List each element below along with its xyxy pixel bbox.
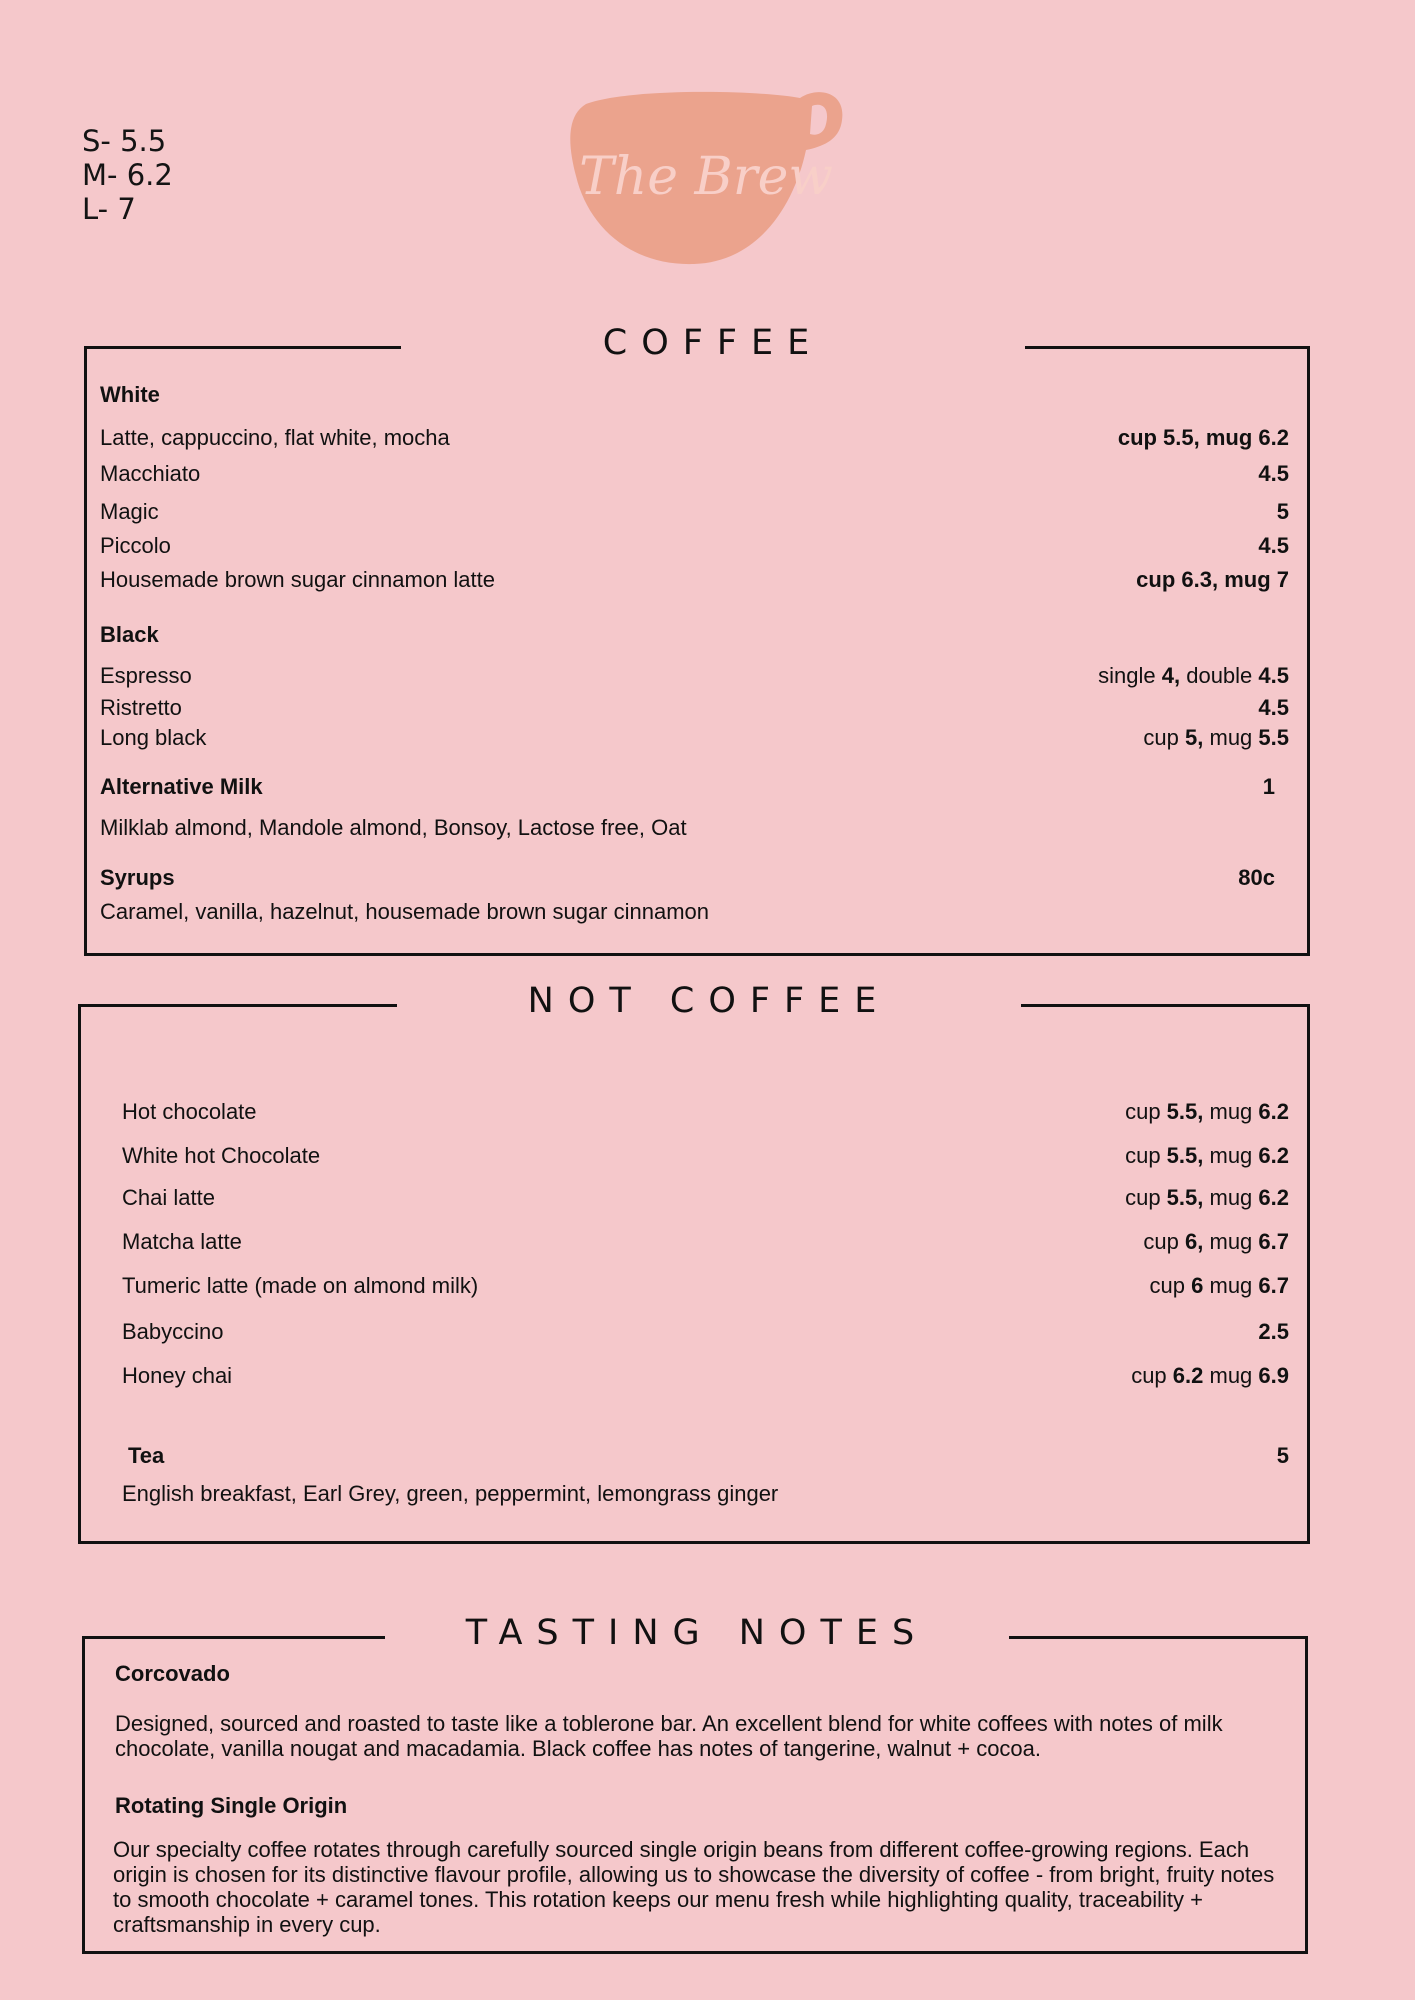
- single-origin-description: Our specialty coffee rotates through carefully sourced single origin beans from different coffee-growing regions. Each origin is chosen for its distinctive flavour profile, allowing us to showcase the diversity of coffee - from bright, fruity notes to smooth chocolate + caramel tones. This rotation keeps our menu fresh while highlighting quality, traceability + craftsmanship in every cup.: [113, 1837, 1275, 1937]
- menu-item-price: [1143, 725, 1289, 751]
- menu-item-name: Babyccino: [122, 1319, 224, 1344]
- not-coffee-section: [78, 981, 1310, 1544]
- coffee-cup-icon: [568, 86, 844, 270]
- price-part: 6.7: [1258, 1273, 1289, 1298]
- price-part: 6.7: [1258, 1229, 1289, 1254]
- price-part: double: [1180, 663, 1259, 688]
- menu-item-price: [1150, 1273, 1289, 1299]
- price-part: cup: [1149, 1273, 1192, 1298]
- menu-item-price: 4.5: [1258, 533, 1289, 558]
- price-part: cup: [1143, 1229, 1186, 1254]
- corcovado-description: Designed, sourced and roasted to taste like a toblerone bar. An excellent blend for white coffees with notes of milk chocolate, vanilla nougat and macadamia. Black coffee has notes of tangerine, walnut + cocoa.: [115, 1711, 1223, 1761]
- tea-price: 5: [1276, 1443, 1289, 1468]
- menu-item-row: [81, 1143, 1307, 1173]
- price-part: 6.2: [1258, 1099, 1289, 1124]
- menu-item-name: White hot Chocolate: [122, 1143, 321, 1168]
- menu-item-name: Espresso: [100, 663, 192, 688]
- price-part: cup: [1131, 1363, 1173, 1388]
- menu-item-name: Tumeric latte (made on almond milk): [122, 1273, 479, 1298]
- price-part: 5.5,: [1166, 1185, 1204, 1210]
- menu-item-row: [87, 425, 1307, 455]
- price-part: cup: [1125, 1099, 1167, 1124]
- price-part: 6.9: [1258, 1363, 1289, 1388]
- price-part: mug: [1203, 1363, 1259, 1388]
- menu-item-name: Chai latte: [122, 1185, 215, 1210]
- menu-item-row: [81, 1229, 1307, 1259]
- corcovado-title: Corcovado: [115, 1661, 230, 1686]
- menu-item-price: [1125, 1099, 1289, 1125]
- price-part: 6,: [1185, 1229, 1204, 1254]
- alt-milk-category: Alternative Milk: [100, 774, 263, 799]
- tasting-notes-section: [82, 1613, 1308, 1954]
- menu-item-price: 5: [1276, 499, 1289, 524]
- menu-item-price: 4.5: [1258, 461, 1289, 486]
- price-part: 6.2: [1258, 1185, 1289, 1210]
- price-part: 5.5,: [1166, 1099, 1204, 1124]
- menu-item-price: [1258, 1319, 1289, 1345]
- not-coffee-heading: NOT COFFEE: [397, 981, 1021, 1021]
- price-part: mug: [1203, 1229, 1259, 1254]
- menu-item-price: [1125, 1143, 1289, 1169]
- black-category: Black: [100, 622, 159, 647]
- menu-item-row: [87, 567, 1307, 597]
- menu-item-name: Matcha latte: [122, 1229, 242, 1254]
- price-part: mug: [1203, 1273, 1259, 1298]
- menu-item-price: cup 6.3, mug 7: [1136, 567, 1289, 592]
- price-part: 4,: [1161, 663, 1181, 688]
- menu-item-name: Piccolo: [100, 533, 171, 558]
- menu-item-name: Hot chocolate: [122, 1099, 257, 1124]
- price-part: mug: [1203, 1143, 1259, 1168]
- alt-milk-price: 1: [1262, 774, 1275, 799]
- menu-item-row: [87, 663, 1307, 693]
- menu-item-row: [81, 1319, 1307, 1349]
- coffee-heading: COFFEE: [401, 323, 1025, 363]
- price-part: 5.5: [1258, 725, 1289, 750]
- price-part: cup: [1143, 725, 1186, 750]
- tasting-notes-heading: TASTING NOTES: [385, 1613, 1009, 1653]
- tea-category: Tea: [128, 1443, 165, 1468]
- menu-item-row: [87, 695, 1307, 725]
- price-part: 5,: [1185, 725, 1204, 750]
- menu-item-row: [81, 1185, 1307, 1215]
- single-origin-title: Rotating Single Origin: [115, 1793, 348, 1818]
- syrups-price: 80c: [1238, 865, 1275, 890]
- menu-item-price: [1098, 663, 1289, 689]
- price-part: cup: [1125, 1185, 1167, 1210]
- price-part: single: [1098, 663, 1162, 688]
- menu-item-name: Housemade brown sugar cinnamon latte: [100, 567, 496, 592]
- menu-item-row: [87, 499, 1307, 529]
- menu-item-price: [1125, 1185, 1289, 1211]
- menu-item-name: Ristretto: [100, 695, 182, 720]
- size-small: S- 5.5: [82, 124, 167, 158]
- price-part: mug: [1203, 725, 1259, 750]
- menu-item-price: [1258, 695, 1289, 721]
- menu-item-row: [87, 725, 1307, 755]
- menu-item-row: [87, 461, 1307, 491]
- menu-item-row: [81, 1099, 1307, 1129]
- price-part: 5.5,: [1166, 1143, 1204, 1168]
- price-part: 6: [1191, 1273, 1204, 1298]
- menu-item-price: [1131, 1363, 1289, 1389]
- size-large: L- 7: [82, 192, 136, 226]
- price-part: mug: [1203, 1185, 1259, 1210]
- price-part: mug: [1203, 1099, 1259, 1124]
- menu-item-name: Long black: [100, 725, 207, 750]
- size-price-list: [82, 124, 173, 226]
- menu-item-row: [81, 1273, 1307, 1303]
- white-category: White: [100, 382, 160, 407]
- price-part: 6.2: [1258, 1143, 1289, 1168]
- syrups-options: Caramel, vanilla, hazelnut, housemade brown sugar cinnamon: [100, 899, 710, 924]
- tea-options: English breakfast, Earl Grey, green, peppermint, lemongrass ginger: [122, 1481, 779, 1506]
- menu-item-row: [81, 1363, 1307, 1393]
- coffee-section: [84, 323, 1310, 956]
- menu-item-row: [87, 533, 1307, 563]
- price-part: 2.5: [1258, 1319, 1289, 1344]
- menu-item-name: Latte, cappuccino, flat white, mocha: [100, 425, 450, 450]
- size-medium: M- 6.2: [82, 158, 173, 192]
- menu-item-price: [1143, 1229, 1289, 1255]
- price-part: cup: [1125, 1143, 1167, 1168]
- logo-text: The Brew: [579, 147, 833, 207]
- price-part: 6.2: [1172, 1363, 1204, 1388]
- menu-item-price: cup 5.5, mug 6.2: [1117, 425, 1289, 450]
- price-part: 4.5: [1258, 695, 1289, 720]
- alt-milk-options: Milklab almond, Mandole almond, Bonsoy, Lactose free, Oat: [100, 815, 687, 840]
- price-part: 4.5: [1258, 663, 1289, 688]
- menu-item-name: Macchiato: [100, 461, 201, 486]
- menu-item-name: Magic: [100, 499, 159, 524]
- menu-item-name: Honey chai: [122, 1363, 233, 1388]
- syrups-category: Syrups: [100, 865, 175, 890]
